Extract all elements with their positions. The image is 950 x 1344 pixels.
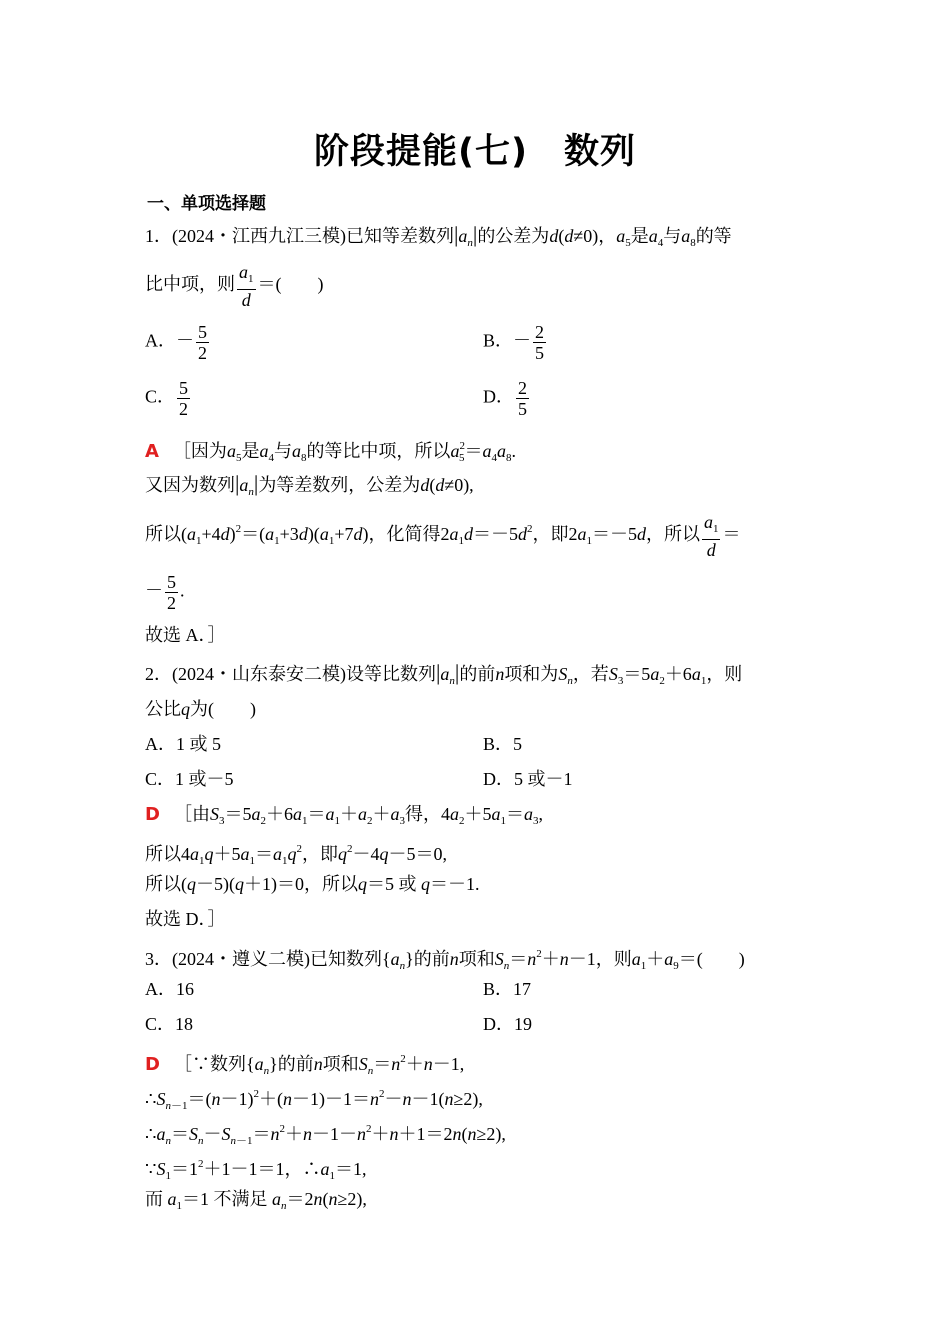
q3-solution-line2: $\therefore S_{n-1}=(n-1)^2+(n-1)-1=n^2-n-1(n\ge 2)$, (145, 1088, 483, 1112)
q3-option-d: D．19 (483, 1014, 532, 1034)
q1-stem-line1: 1．(2024・江西九江三模)已知等差数列$|a_n|$的公差为d(d≠0)，$a_5$是$a_4$与$a_8$的等 (145, 222, 732, 249)
q3-solution-line4: $\because S_1=1^2+1-1=1$，$\therefore a_1=1$, (145, 1158, 367, 1182)
q1-option-d: D． $\frac{2}{5}$ (483, 378, 527, 419)
q3-option-c: C．18 (145, 1014, 194, 1034)
q2-solution-line4: 故选 D．］ (145, 909, 226, 929)
q2-option-b: B．5 (483, 734, 523, 754)
q1-solution-line1: A ［因为$a_5$是$a_4$与$a_8$的等比中项，所以$a^2_5=a_4a_8$. (145, 440, 516, 464)
q2-option-a: A．1 或 5 (145, 734, 221, 754)
q3-stem-line1: 3．(2024・遵义二模)已知数列$\{a_n\}$的前n项和$S_n=n^2+n-1$，则$a_1+a_9=$( ) (145, 948, 745, 972)
q1-solution-line4: － $\frac{5}{2}$ . (145, 572, 185, 613)
q1-answer: A (145, 441, 159, 462)
q1-stem-line2: 比中项，则 $\frac{a_1}{d}$ ＝( ) (145, 262, 324, 310)
q3-solution-line5: 而 $a_1=1$ 不满足 $a_n=2n(n\ge 2)$, (145, 1189, 367, 1212)
q1-option-b: B．－ $\frac{2}{5}$ (483, 322, 545, 363)
q2-option-d: D．5 或－1 (483, 769, 573, 789)
page-title: 阶段提能(七) 数列 (314, 132, 636, 172)
q1-solution-line2: 又因为数列$|a_n|$为等差数列，公差为d(d≠0), (145, 471, 474, 498)
q3-solution-line3: $\therefore a_n=S_n-S_{n-1}=n^2+n-1-n^2+n+1=2n(n\ge 2)$, (145, 1123, 506, 1147)
q1-solution-line5: 故选 A．］ (145, 625, 226, 645)
q1-solution-line3: 所以$(a_1+4d)^2=(a_1+3d)(a_1+7d)$，化简得$2a_1d=-5d^2$，即$2a_1=-5d$，所以 $\frac{a_1}{d}$ ＝ (145, 512, 741, 560)
section-heading: 一、单项选择题 (147, 194, 266, 214)
q2-solution-line1: D ［由$S_3=5a_2+6a_1=a_1+a_2+a_3$得，$4a_2+5a_1=a_3$, (145, 804, 543, 827)
q2-option-c: C．1 或－5 (145, 769, 234, 789)
q1-option-a: A．－ $\frac{5}{2}$ (145, 322, 207, 363)
q3-option-a: A．16 (145, 979, 194, 999)
q3-answer: D (145, 1054, 160, 1075)
q2-stem-line1: 2．(2024・山东泰安二模)设等比数列$|a_n|$的前n项和为$S_n$，若$S_3=5a_2+6a_1$，则 (145, 660, 743, 687)
q2-stem-line2: 公比q为( ) (145, 699, 256, 719)
q2-solution-line2: 所以$4a_1q+5a_1=a_1q^2$，即$q^2-4q-5=0$, (145, 843, 447, 867)
q1-option-c: C． $\frac{5}{2}$ (145, 378, 189, 419)
q2-solution-line3: 所以(q－5)(q＋1)＝0，所以q＝5 或 q＝－1. (145, 874, 480, 894)
q3-solution-line1: D ［∵数列$\{a_n\}$的前n项和$S_n=n^2+n-1$, (145, 1053, 465, 1077)
q3-option-b: B．17 (483, 979, 532, 999)
q2-answer: D (145, 804, 160, 825)
